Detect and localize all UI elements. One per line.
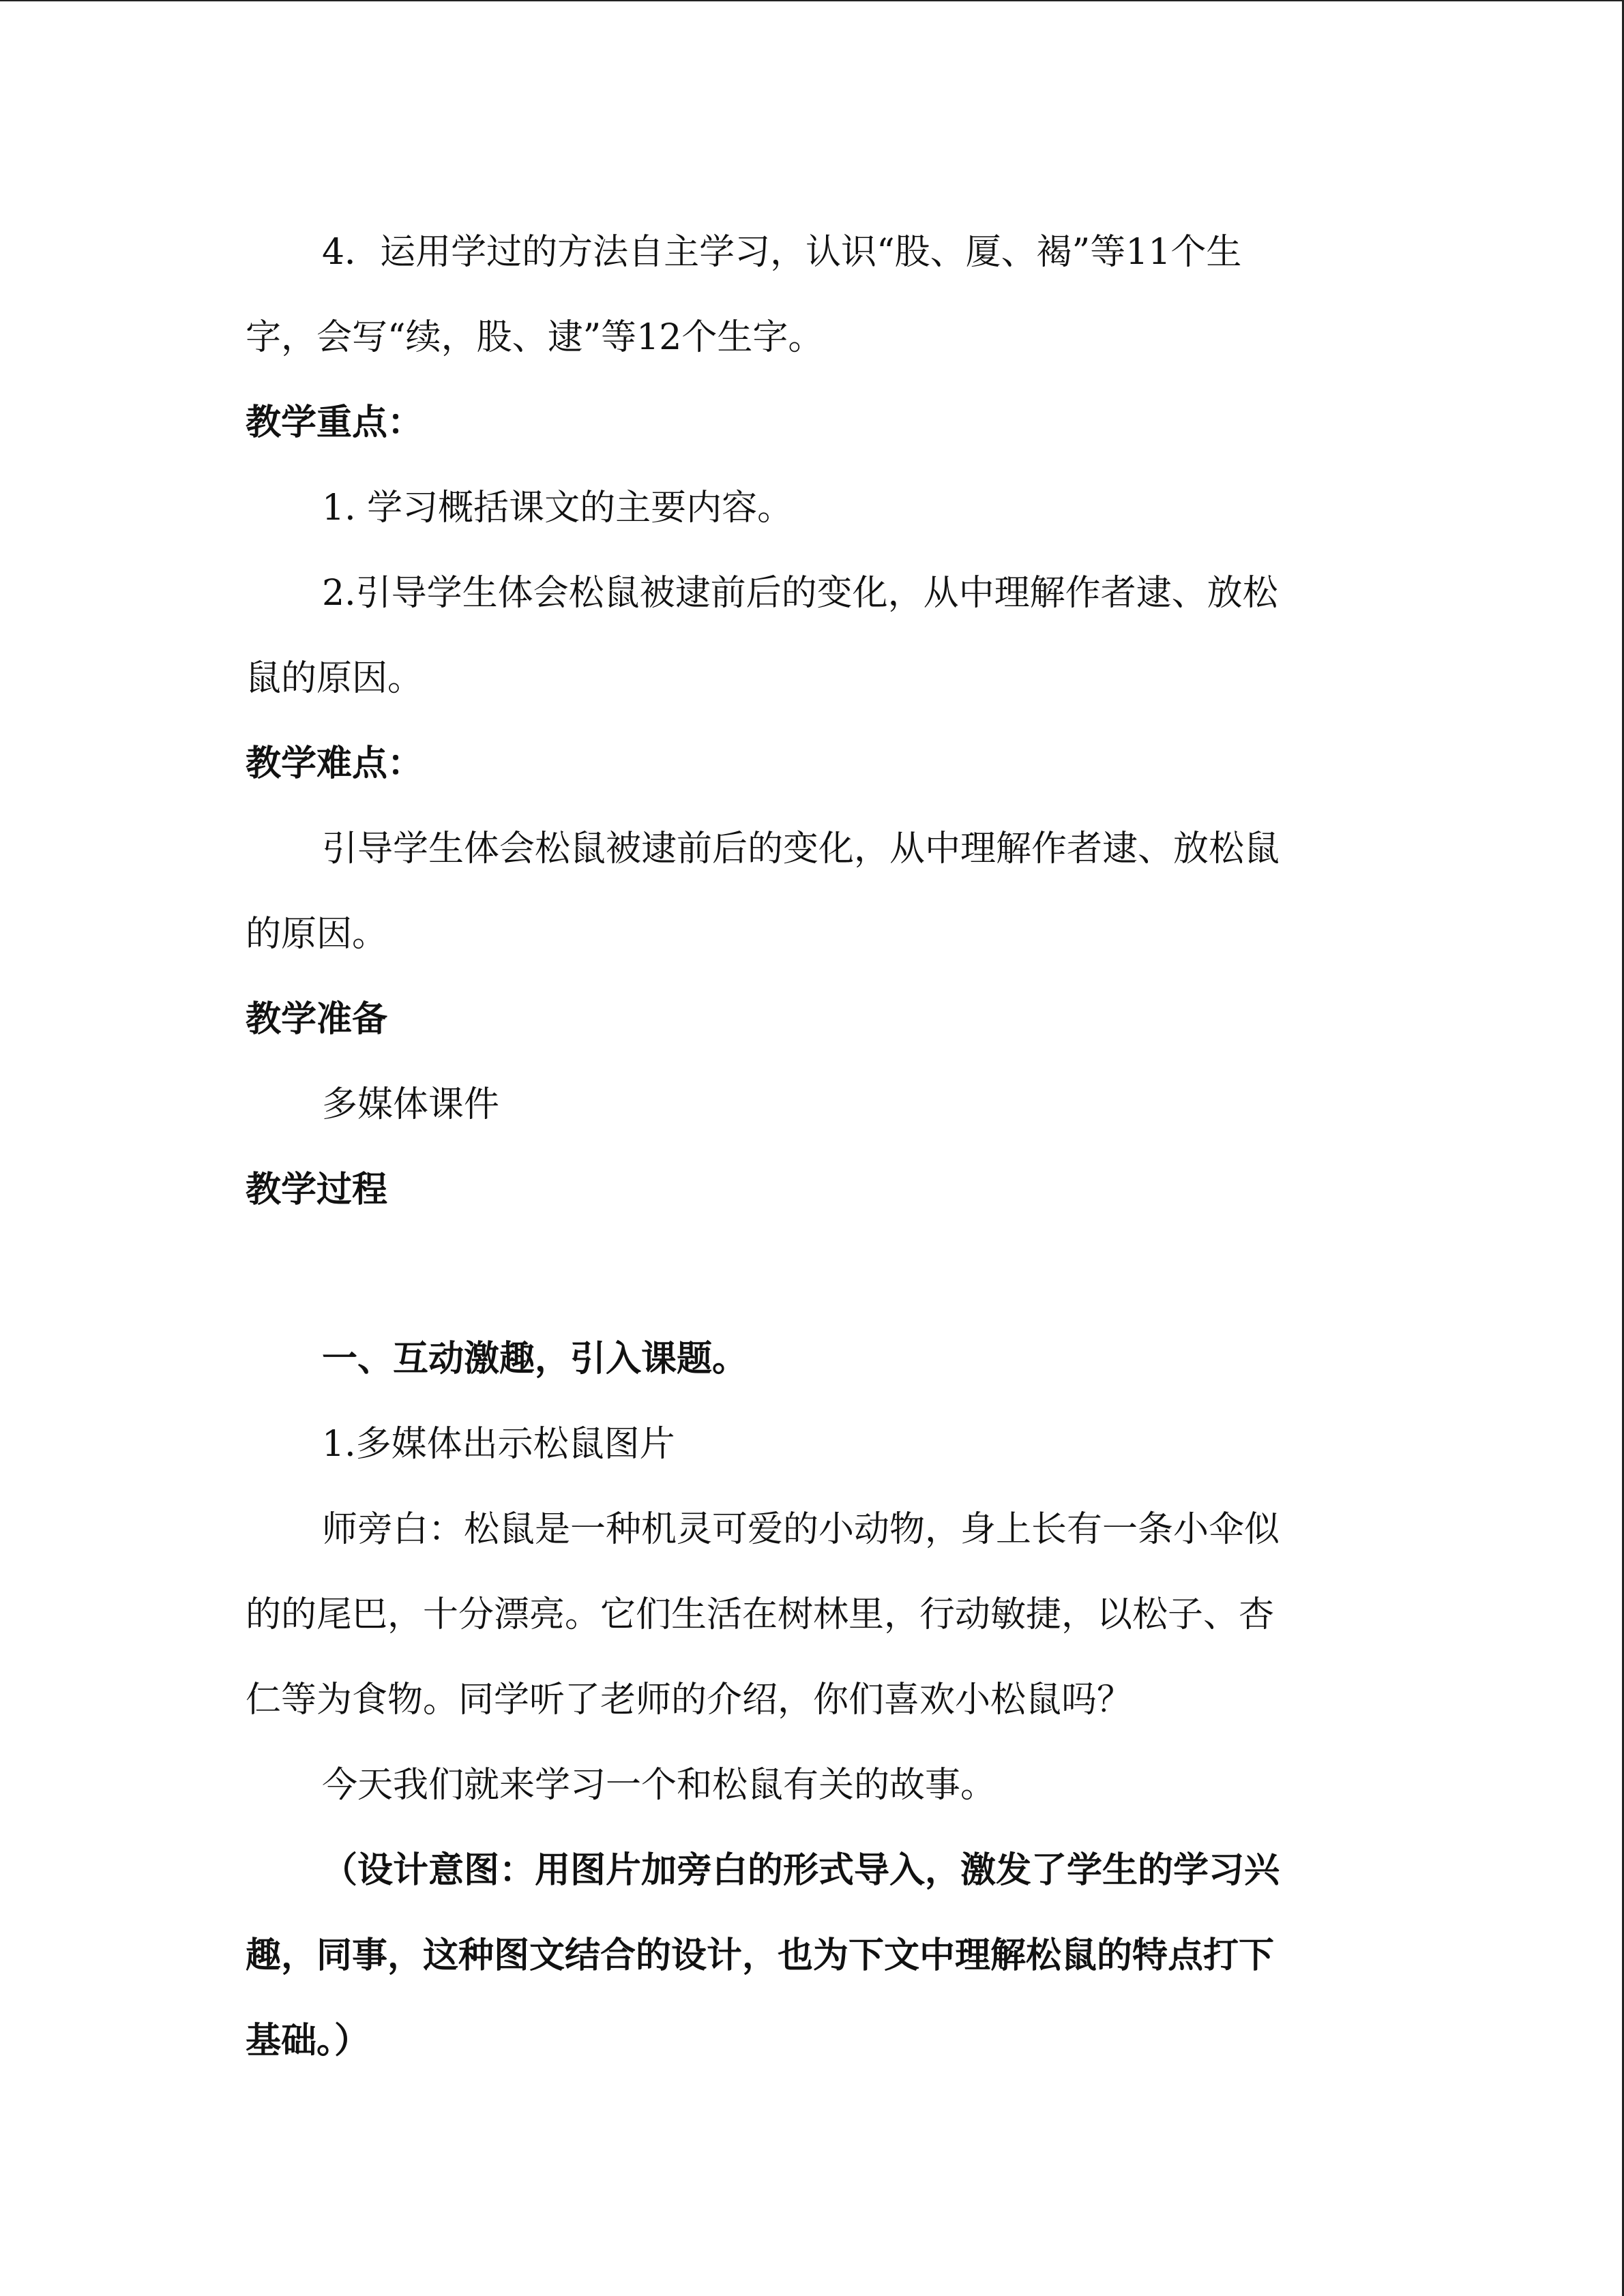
design-intent-line-3: 基础。） xyxy=(246,2021,370,2061)
heading-difficulties: 教学难点： xyxy=(246,743,424,784)
intro-line: 今天我们就来学习一个和松鼠有关的故事。 xyxy=(322,1765,996,1806)
key-point-2-line-2: 鼠的原因。 xyxy=(246,658,424,699)
objective-4-line-1: 4．运用学过的方法自主学习，认识“股、厦、褐”等11个生 xyxy=(322,232,1242,273)
preparation-item: 多媒体课件 xyxy=(322,1084,500,1125)
heading-process: 教学过程 xyxy=(246,1169,388,1210)
narration-line-2: 的的尾巴，十分漂亮。它们生活在树林里，行动敏捷，以松子、杏 xyxy=(246,1594,1275,1635)
heading-key-points: 教学重点： xyxy=(246,402,424,443)
document-body xyxy=(246,210,1350,2084)
key-point-1: 1. 学习概括课文的主要内容。 xyxy=(322,488,793,528)
blank-gap xyxy=(246,1233,1350,1317)
section-1-title: 一、互动激趣，引入课题。 xyxy=(322,1339,748,1380)
objective-4-line-2: 字，会写“续，股、逮”等12个生字。 xyxy=(246,317,824,358)
difficulty-line-1: 引导学生体会松鼠被逮前后的变化，从中理解作者逮、放松鼠 xyxy=(322,829,1280,869)
narration-line-3: 仁等为食物。同学听了老师的介绍，你们喜欢小松鼠吗？ xyxy=(246,1680,1133,1720)
design-intent-line-2: 趣，同事，这种图文结合的设计，也为下文中理解松鼠的特点打下 xyxy=(246,1935,1275,1976)
step-1: 1.多媒体出示松鼠图片 xyxy=(322,1424,675,1465)
design-intent-line-1: （设计意图：用图片加旁白的形式导入，激发了学生的学习兴 xyxy=(322,1850,1280,1891)
difficulty-line-2: 的原因。 xyxy=(246,914,388,955)
page-top-border xyxy=(0,0,1624,1)
key-point-2-line-1: 2.引导学生体会松鼠被逮前后的变化，从中理解作者逮、放松 xyxy=(322,573,1278,614)
narration-line-1: 师旁白：松鼠是一种机灵可爱的小动物，身上长有一条小伞似 xyxy=(322,1509,1280,1550)
heading-preparation: 教学准备 xyxy=(246,999,388,1040)
